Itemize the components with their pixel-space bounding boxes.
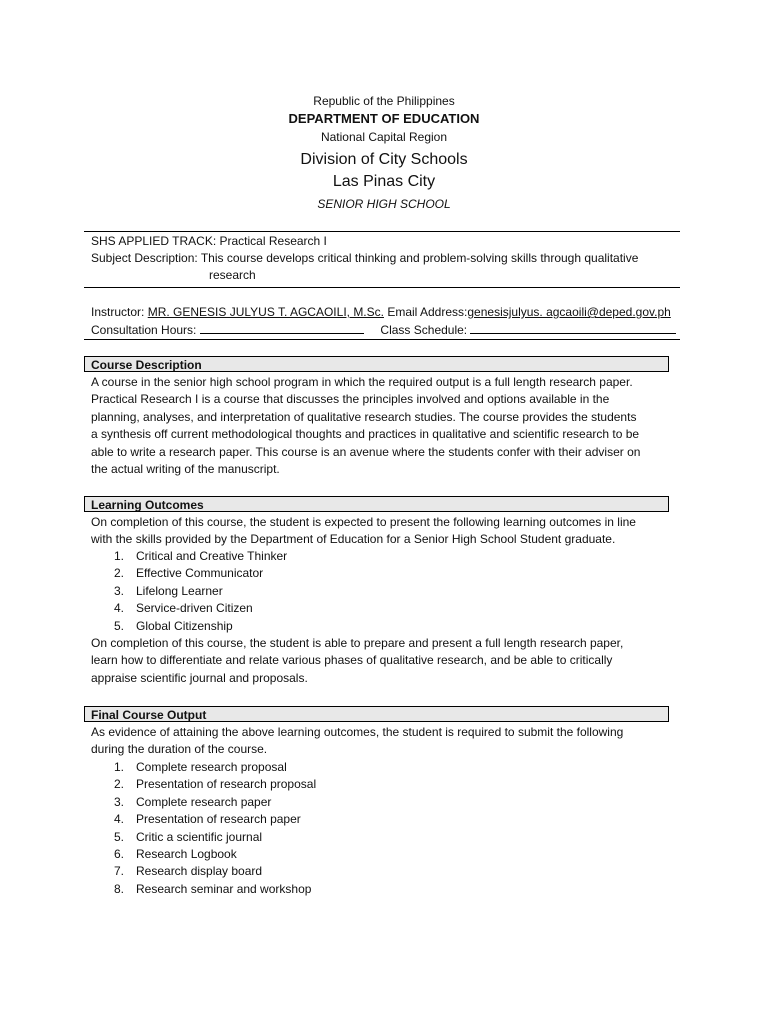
learning-outcomes-intro [91, 514, 681, 549]
item-number: 4. [114, 812, 125, 827]
course-description-line: A course in the senior high school program in which the required output is a full length research paper. [91, 375, 633, 389]
list-item [91, 811, 316, 828]
learning-outcomes-outro-line: learn how to differentiate and relate various phases of qualitative research, and be able to critically [91, 653, 613, 668]
list-item [91, 881, 316, 898]
course-description-line: a synthesis off current methodological thoughts and practices in qualitative and scientific research to be [91, 427, 640, 442]
item-number: 1. [114, 760, 125, 774]
course-description-line: planning, analyses, and interpretation of qualitative research studies. The course provides the students [91, 409, 637, 424]
item-label: Presentation of research paper [136, 812, 301, 827]
item-number: 5. [114, 829, 125, 844]
email-address[interactable]: genesisjulyus. agcaoili@deped.gov.ph [467, 305, 671, 319]
item-label: Critic a scientific journal [136, 829, 263, 844]
instructor-line [91, 304, 681, 321]
item-label: Complete research paper [136, 794, 272, 809]
department-line: DEPARTMENT OF EDUCATION [288, 111, 480, 126]
city-line: Las Pinas City [332, 173, 436, 190]
learning-outcomes-outro-line: appraise scientific journal and proposals. [91, 670, 308, 685]
track-label: SHS APPLIED TRACK: [91, 234, 217, 248]
course-description-line: able to write a research paper. This course is an avenue where the students confer with their adviser on [91, 444, 641, 459]
top-divider [84, 231, 680, 232]
course-description-heading: Course Description [84, 356, 669, 372]
track-value: Practical Research I [219, 234, 327, 248]
list-item [91, 548, 287, 565]
learning-outcomes-heading: Learning Outcomes [84, 496, 669, 512]
learning-outcomes-outro-line: On completion of this course, the student is able to prepare and present a full length research paper, [91, 636, 624, 650]
learning-outcomes-list [91, 548, 287, 635]
item-number: 6. [114, 847, 125, 862]
track-line [91, 233, 681, 250]
email-label: Email Address: [387, 305, 468, 319]
list-item [91, 759, 316, 776]
course-description-line: the actual writing of the manuscript. [91, 462, 280, 477]
item-number: 3. [114, 583, 125, 598]
consultation-label: Consultation Hours: [91, 323, 197, 337]
instructor-name: MR. GENESIS JULYUS T. AGCAOILI, M.Sc. [147, 305, 384, 319]
final-output-intro [91, 724, 681, 759]
subject-line-1: This course develops critical thinking and problem-solving skills through qualitative [200, 251, 639, 265]
list-item [91, 618, 287, 635]
school-line: SENIOR HIGH SCHOOL [317, 197, 451, 211]
learning-outcomes-intro-line: On completion of this course, the student is expected to present the following learning outcomes in line [91, 515, 636, 529]
item-number: 2. [114, 566, 125, 581]
item-number: 2. [114, 777, 125, 792]
consultation-blank [200, 322, 364, 334]
list-item [91, 565, 287, 582]
final-output-heading: Final Course Output [84, 706, 669, 722]
item-number: 8. [114, 881, 125, 896]
item-number: 1. [114, 549, 125, 563]
final-output-list [91, 759, 316, 898]
item-label: Service-driven Citizen [136, 601, 253, 616]
course-description-body [91, 374, 681, 478]
info-divider [84, 339, 680, 340]
course-description-line: Practical Research I is a course that discusses the principles involved and options available in the [91, 392, 610, 407]
list-item [91, 794, 316, 811]
schedule-blank [470, 322, 676, 334]
item-label: Research Logbook [136, 847, 237, 862]
instructor-label: Instructor: [91, 305, 145, 319]
division-line: Division of City Schools [300, 151, 468, 168]
mid-divider [84, 287, 680, 288]
learning-outcomes-outro [91, 635, 681, 687]
list-item [91, 600, 287, 617]
list-item [91, 583, 287, 600]
subject-description [91, 250, 691, 285]
letterhead [0, 92, 768, 214]
region-line: National Capital Region [320, 130, 448, 144]
item-label: Research display board [136, 864, 263, 879]
item-label: Effective Communicator [136, 566, 264, 581]
final-output-intro-line: As evidence of attaining the above learning outcomes, the student is required to submit the following [91, 725, 624, 739]
list-item [91, 863, 316, 880]
learning-outcomes-intro-line: with the skills provided by the Department of Education for a Senior High School Student graduate. [91, 532, 616, 547]
list-item [91, 829, 316, 846]
item-label: Complete research proposal [136, 760, 287, 774]
schedule-label: Class Schedule: [380, 323, 468, 337]
subject-line-2: research [209, 268, 256, 283]
subject-label: Subject Description: [91, 251, 198, 265]
consultation-line [91, 322, 681, 339]
item-number: 7. [114, 864, 125, 879]
list-item [91, 846, 316, 863]
republic-line: Republic of the Philippines [313, 94, 455, 108]
list-item [91, 776, 316, 793]
item-label: Research seminar and workshop [136, 881, 312, 896]
item-label: Critical and Creative Thinker [136, 549, 288, 563]
item-number: 4. [114, 601, 125, 616]
item-label: Lifelong Learner [136, 583, 223, 598]
final-output-intro-line: during the duration of the course. [91, 742, 268, 757]
item-number: 5. [114, 618, 125, 633]
item-label: Global Citizenship [136, 618, 233, 633]
item-label: Presentation of research proposal [136, 777, 317, 792]
item-number: 3. [114, 794, 125, 809]
